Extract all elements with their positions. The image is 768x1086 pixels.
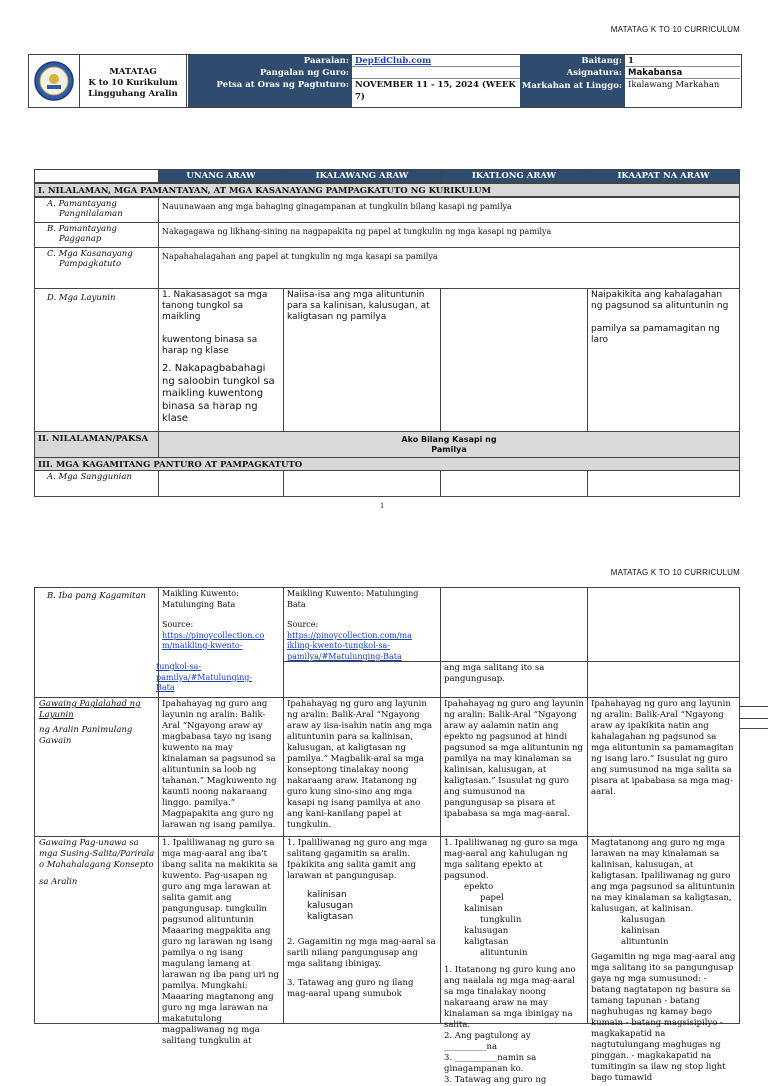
title-line2: K to 10 Kurikulum [88, 78, 178, 88]
title-line3: Lingguhang Aralin [88, 89, 178, 99]
guro-value [352, 67, 520, 79]
iba-kagamitan-label: B. Iba pang Kagamitan [34, 587, 159, 698]
gawain1-day2: Ipahahayag ng guro ang layunin ng aralin: Balik-Aral “Ngayong araw ay iisa-isahin natin ang mga alituntunin para sa kalinisan, kalusugan, at kaligtasan ng pamilya.” Magbalik-aral sa mga konseptong tinalakay noong nakaraang araw. Itatanong ng guro kung sino-sino ang mga kasapi ng isang pamilya at ano ang kani-kanilang papel at tungkulin. [283, 697, 441, 837]
gawain2-day2-step2: 2. Gagamitin ng mga mag-aaral sa sarili nilang pangungusap ang mga salitang ibinigay. [287, 937, 436, 969]
row-c-text: Napahahalagahan ang papel at tungkulin ng mga kasapi sa pamilya [158, 247, 740, 289]
gawain2-day2-word: kalusugan [307, 901, 354, 911]
iba-day1-link2[interactable]: m/maikling-kwento- [162, 641, 243, 650]
gawain2-day2 [283, 836, 441, 1024]
section-1-heading: I. NILALAMAN, MGA PAMANTAYAN, AT MGA KASANAYANG PAMPAGKATUTO NG KURIKULUM [34, 183, 740, 197]
gawain2-day3-step4: 3. Tatawag ang guro ng [444, 1075, 547, 1085]
gawain2-day4-word: alituntunin [621, 937, 669, 947]
gawain1-day3: Ipahahayag ng guro ang layunin ng aralin: Balik-Aral “Ngayong araw ay aalamin natin ang epekto ng pagsunod at hindi pagsunod sa mga alituntunin ng pamilya na may kinalaman sa kalinisan, kalusugan, at kaligtasan.” Isusulat ng guro ang sumusunod na pangungusap sa pisara at ipababasa sa mga mag-aaral. [440, 697, 588, 837]
gawain2-day4-intro: Magtatanong ang guro ng mga larawan na may kinalaman sa kalinisan, kalusugan, at kaligtasan. Ipaliliwanag ng guro ang mga pagsunod sa alituntunin na may kinalaman sa kaligtasan, kalusugan, at kalinisan. [591, 838, 736, 914]
row-d-day4-b: pamilya sa pamamagitan ng laro [591, 324, 720, 345]
iba-day2-link2[interactable]: ikling-kwento-tungkol-sa- [287, 641, 390, 650]
iba-day1-link4[interactable]: pamilya/#Matulunging- [156, 672, 253, 682]
gawain2-day4-word: kalusugan [621, 915, 666, 925]
deped-seal-cell [29, 55, 80, 107]
gawain-panimulang-title: ng Aralin Panimulang Gawain [39, 725, 133, 746]
gawain2-day2-word: kaligtasan [307, 912, 354, 922]
row-c-label: C. Mga Kasanayang Pampagkatuto [34, 247, 159, 289]
iba-day2-link1[interactable]: https://pinoycollection.com/ma [287, 630, 412, 640]
section-2-heading: II. NILALAMAN/PAKSA [34, 431, 159, 458]
iba-day4-overflow [587, 661, 740, 698]
page-number: 1 [380, 501, 384, 510]
day3-header: IKATLONG ARAW [440, 169, 588, 183]
day4-header: IKAAPAT NA ARAW [587, 169, 740, 183]
sanggunian-day2 [283, 470, 441, 497]
row-d-day2: Naiisa-isa ang mga alituntunin para sa kalinisan, kalusugan, at kaligtasan ng pamilya [283, 288, 441, 432]
gawain2-day3 [440, 836, 588, 1085]
gawain-pagunawa-title: Gawaing Pag-unawa sa mga Susing-Salita/Parirala o Mahahalagang Konsepto [39, 838, 155, 870]
row-a-text: Nauunawaan ang mga bahaging ginagampanan at tungkulin bilang kasapi ng pamilya [158, 197, 740, 223]
row-d-label: D. Mga Layunin [34, 288, 159, 432]
gawain1-day4: Ipahahayag ng guro ang layunin ng aralin: Balik-Aral “Ngayong araw ay ipakikita natin ang kahalagahan ng pagsunod sa mga alituntunin sa pamamagitan ng isang laro.” Isusulat ng guro ang sumusunod na mga salita sa pisara at ipababasa sa mga mag-aaral. [587, 697, 740, 837]
gawain2-day2-word: kalinisan [307, 890, 347, 900]
gawain2-day3-step3: 3. __________namin sa ginagampanan ko. [444, 1053, 537, 1074]
petsa-label: Petsa at Oras ng Pagtuturo: [188, 79, 352, 107]
day1-header: UNANG ARAW [158, 169, 284, 183]
row-d-day1-b: kuwentong binasa sa harap ng klase [162, 335, 258, 356]
gawain2-day4-word: kalinisan [621, 926, 660, 936]
iba-day1-source: Source: [162, 620, 194, 629]
iba-day2 [283, 587, 441, 662]
iba-day2-source: Source: [287, 620, 319, 629]
gawain2-day4-step: Gagamitin ng mga mag-aaral ang mga salitang ito sa pangungusap gaya ng mga sumusunod: - batang nagtatapon ng basura sa tamang tapunan - batang naghuhugas ng kamay bago kumain - batang magsisipilyo - magkakapatid na nagtutulungang maghugas ng pinggan. - magkakapatid na tumitingin sa ilaw ng stop light bago tumawid [591, 952, 736, 1083]
paksa-text: Ako Bilang Kasapi ng Pamilya [158, 431, 740, 458]
iba-day3 [440, 587, 588, 662]
iba-day1-link5[interactable]: Bata [156, 683, 175, 692]
gawain2-day3-word: kaligtasan [464, 937, 509, 947]
gawain2-day3-step2: 2. Ang pagtulong ay __________na [444, 1031, 531, 1052]
markahan-label: Markahan at Linggo: [520, 79, 625, 107]
row-d-day4-a: Naipakikita ang kahalagahan ng pagsunod sa alituntunin ng [591, 290, 729, 311]
gawain2-day3-intro: 1. Ipaliliwanag ng guro sa mga mag-aaral ang kahulugan ng mga salitang epekto at pagsunod. [444, 838, 578, 881]
overflow-line [740, 728, 768, 729]
iba-day4 [587, 587, 740, 662]
gawain2-day3-word: epekto [464, 882, 494, 892]
gawain2-day3-word: kalinisan [464, 904, 503, 914]
gawain-pagunawa-label [34, 836, 159, 1024]
markahan-value: Ikalawang Markahan [628, 80, 720, 90]
gawain-paglalahad-title: Gawaing Paglalahad ng Layunin [39, 699, 141, 720]
iba-day2-overflow [283, 661, 441, 698]
row-d-day1 [158, 288, 284, 432]
deped-seal-icon [29, 55, 79, 107]
row-a-label: A. Pamantayang Pangnilalaman [34, 197, 159, 223]
iba-day1-overflow[interactable] [156, 662, 284, 696]
petsa-value: NOVEMBER 11 - 15, 2024 (WEEK 7) [355, 80, 516, 102]
iba-day3-overflow: ang mga salitang ito sa pangungusap. [440, 661, 588, 698]
paaralan-value[interactable] [352, 55, 520, 67]
gawain2-day2-intro: 1. Ipaliliwanag ng guro ang mga salitang gagamitin sa aralin. Ipakikita ang salita gamit ang larawan at pangungusap. [287, 838, 428, 881]
guro-label: Pangalan ng Guro: [188, 67, 352, 79]
header-blank-cell [34, 169, 159, 183]
lesson-info-table [28, 54, 742, 108]
paaralan-link[interactable]: DepEdClub.com [355, 56, 432, 66]
overflow-line [740, 706, 768, 707]
row-d-day1-c: 2. Nakapagbabahagi ng saloobin tungkol sa maikling kuwentong binasa sa harap ng klase [162, 363, 275, 424]
iba-day2-title: Maikling Kuwento: Matulunging Bata [287, 589, 419, 609]
row-d-day4 [587, 288, 740, 432]
row-d-day3 [440, 288, 588, 432]
day2-header: IKALAWANG ARAW [283, 169, 441, 183]
overflow-line [740, 718, 768, 719]
paaralan-label: Paaralan: [188, 55, 352, 67]
iba-day1-title: Maikling Kuwento: Matulunging Bata [162, 589, 239, 609]
iba-day2-link3[interactable]: pamilya/#Matulunging-Bata [287, 651, 402, 661]
row-b-text: Nakagagawa ng likhang-sining na nagpapakita ng papel at tungkulin ng mga kasapi ng pamilya [158, 222, 740, 248]
gawain-paglalahad-label [34, 697, 159, 837]
row-b-label: B. Pamantayang Pagganap [34, 222, 159, 248]
title-line1: MATATAG [109, 67, 157, 77]
row-d-day1-a: 1. Nakasasagot sa mga tanong tungkol sa maikling [162, 290, 268, 322]
sanggunian-day3 [440, 470, 588, 497]
section-3-heading: III. MGA KAGAMITANG PANTURO AT PAMPAGKATUTO [34, 457, 740, 471]
sanggunian-day1 [158, 470, 284, 497]
gawain2-day3-word: papel [480, 893, 504, 903]
iba-day1-link1[interactable]: https://pinoycollection.co [162, 630, 265, 640]
asignatura-label: Asignatura: [520, 67, 625, 79]
page-header: MATATAG K TO 10 CURRICULUM [610, 25, 740, 34]
gawain-pagunawa-title2: sa Aralin [39, 877, 78, 887]
gawain2-day3-word: tungkulin [480, 915, 522, 925]
gawain2-day3-step1: 1. Itatanong ng guro kung ano ang naalala ng mga mag-aaral sa mga tinalakay noong nakaraang araw na may kinalaman sa mga ibinigay na salita. [444, 965, 576, 1030]
title-block [80, 55, 187, 107]
gawain2-day2-step3: 3. Tatawag ang guro ng ilang mag-aaral upang sumubok [287, 978, 414, 999]
row-sanggunian-label: A. Mga Sanggunian [34, 470, 159, 497]
asignatura-value: Makabansa [625, 67, 740, 79]
gawain1-day1: Ipahahayag ng guro ang layunin ng aralin: Balik-Aral “Ngayong araw ay magbabasa tayo ng isang kuwento na may kinalaman sa pagsunod sa alituntunin sa loob ng tahanan.” Magkuwento ng kaunti noong nakaraang linggo. pamilya.” Magpapakita ang guro ng larawan ng isang pamilya. [158, 697, 284, 837]
gawain2-day3-word: kalusugan [464, 926, 509, 936]
gawain2-day1: 1. Ipaliliwanag ng guro sa mga mag-aaral ang iba't ibang salita na makikita sa kuwento. Pag-usapan ng guro ang mga larawan at salita gamit ang pangungusap. tungkulin pagsunod alituntunin Maaaring magpakita ang guro ng larawan ng isang pamilya o ng isang magulang lamang at larawan ng iba pang uri ng pamilya. Mungkahi: Maaaring magtanong ang guro ng mga larawan na makatutulong magpaliwanag ng mga salitang tungkulin at [158, 836, 284, 1024]
baitang-value: 1 [625, 55, 740, 67]
iba-day1-link3[interactable]: tungkol-sa- [156, 662, 202, 671]
baitang-label: Baitang: [520, 55, 625, 67]
gawain2-day3-word: alituntunin [480, 948, 528, 958]
page2-header: MATATAG K TO 10 CURRICULUM [610, 568, 740, 577]
sanggunian-day4 [587, 470, 740, 497]
gawain2-day4 [587, 836, 740, 1083]
